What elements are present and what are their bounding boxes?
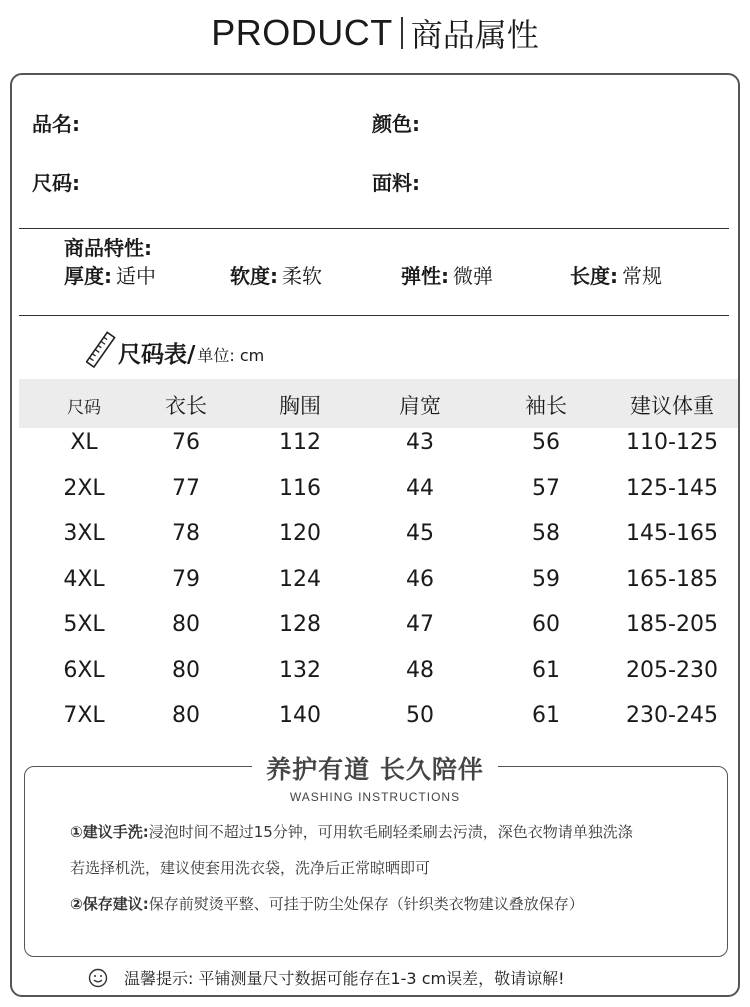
feature-label: 弹性: [401, 264, 449, 288]
smile-icon [88, 968, 108, 988]
product-size-label: 尺码: [32, 171, 80, 195]
care-store-line [70, 893, 584, 914]
table-cell: 110-125 [626, 430, 718, 455]
table-cell: 61 [532, 703, 560, 728]
table-cell: 112 [279, 430, 321, 455]
product-fabric-label: 面料: [372, 171, 420, 195]
feature-label: 长度: [570, 264, 618, 288]
table-cell: 128 [279, 612, 321, 637]
feature-length [570, 260, 662, 289]
table-cell: 78 [172, 521, 200, 546]
table-header-cell: 尺码 [67, 398, 101, 418]
care-wash-label: ①建议手洗: [70, 823, 149, 841]
table-header-cell: 肩宽 [399, 394, 441, 418]
table-cell: 43 [406, 430, 434, 455]
table-cell: 77 [172, 476, 200, 501]
tip-text: 温馨提示: 平铺测量尺寸数据可能存在1-3 cm误差，敬请谅解! [124, 969, 565, 988]
table-header-cell: 胸围 [279, 394, 321, 418]
size-chart-unit: 单位: cm [197, 346, 265, 365]
care-store-label: ②保存建议: [70, 895, 149, 913]
table-cell: 80 [172, 703, 200, 728]
table-cell: 5XL [63, 612, 105, 637]
table-cell: 145-165 [626, 521, 718, 546]
divider-top [19, 228, 729, 229]
product-name-label: 品名: [32, 112, 80, 136]
table-cell: 205-230 [626, 658, 718, 683]
feature-label: 厚度: [64, 264, 112, 288]
table-cell: 2XL [63, 476, 105, 501]
table-cell: 124 [279, 567, 321, 592]
table-cell: 6XL [63, 658, 105, 683]
care-wash-line-2: 若选择机洗，建议使套用洗衣袋，洗净后正常晾晒即可 [70, 859, 431, 877]
table-cell: 45 [406, 521, 434, 546]
table-cell: 58 [532, 521, 560, 546]
table-cell: 165-185 [626, 567, 718, 592]
table-cell: 125-145 [626, 476, 718, 501]
table-cell: 80 [172, 612, 200, 637]
table-cell: 230-245 [626, 703, 718, 728]
table-cell: 59 [532, 567, 560, 592]
feature-label: 软度: [230, 264, 278, 288]
table-header-cell: 袖长 [525, 394, 567, 418]
header-title-cn: 商品属性 [410, 16, 539, 54]
feature-softness [230, 260, 322, 289]
table-cell: 4XL [63, 567, 105, 592]
table-cell: 61 [532, 658, 560, 683]
table-cell: 48 [406, 658, 434, 683]
table-cell: 80 [172, 658, 200, 683]
table-cell: 116 [279, 476, 321, 501]
table-cell: XL [70, 430, 98, 455]
table-cell: 57 [532, 476, 560, 501]
table-cell: 56 [532, 430, 560, 455]
care-title-wrap [0, 750, 750, 786]
table-cell: 76 [172, 430, 200, 455]
table-header-cell: 衣长 [165, 394, 207, 418]
table-cell: 3XL [63, 521, 105, 546]
feature-thickness [64, 260, 156, 289]
table-cell: 47 [406, 612, 434, 637]
product-color-label: 颜色: [372, 112, 420, 136]
size-chart-title: 尺码表/ [118, 342, 196, 368]
feature-elasticity [401, 260, 493, 289]
table-cell: 50 [406, 703, 434, 728]
table-cell: 140 [279, 703, 321, 728]
table-header-cell: 建议体重 [630, 394, 714, 418]
table-cell: 185-205 [626, 612, 718, 637]
feature-value: 柔软 [282, 264, 322, 288]
header-divider [401, 17, 403, 49]
care-title: 养护有道 长久陪伴 [252, 750, 498, 786]
ruler-icon [86, 330, 116, 370]
feature-value: 微弹 [453, 264, 493, 288]
feature-value: 常规 [622, 264, 662, 288]
header-title-en: PRODUCT [211, 12, 393, 53]
table-cell: 46 [406, 567, 434, 592]
care-wash-line [70, 821, 633, 842]
care-subtitle: WASHING INSTRUCTIONS [289, 790, 461, 804]
feature-value: 适中 [116, 264, 156, 288]
table-cell: 60 [532, 612, 560, 637]
page-header [0, 10, 750, 56]
table-cell: 132 [279, 658, 321, 683]
size-chart-heading [86, 330, 264, 370]
features-title: 商品特性: [64, 236, 152, 260]
table-cell: 7XL [63, 703, 105, 728]
care-store-text: 保存前熨烫平整、可挂于防尘处保存（针织类衣物建议叠放保存） [148, 895, 584, 913]
divider-middle [19, 315, 729, 316]
care-wash-text: 浸泡时间不超过15分钟，可用软毛刷轻柔刷去污渍，深色衣物请单独洗涤 [148, 823, 633, 841]
table-cell: 79 [172, 567, 200, 592]
table-cell: 44 [406, 476, 434, 501]
table-cell: 120 [279, 521, 321, 546]
